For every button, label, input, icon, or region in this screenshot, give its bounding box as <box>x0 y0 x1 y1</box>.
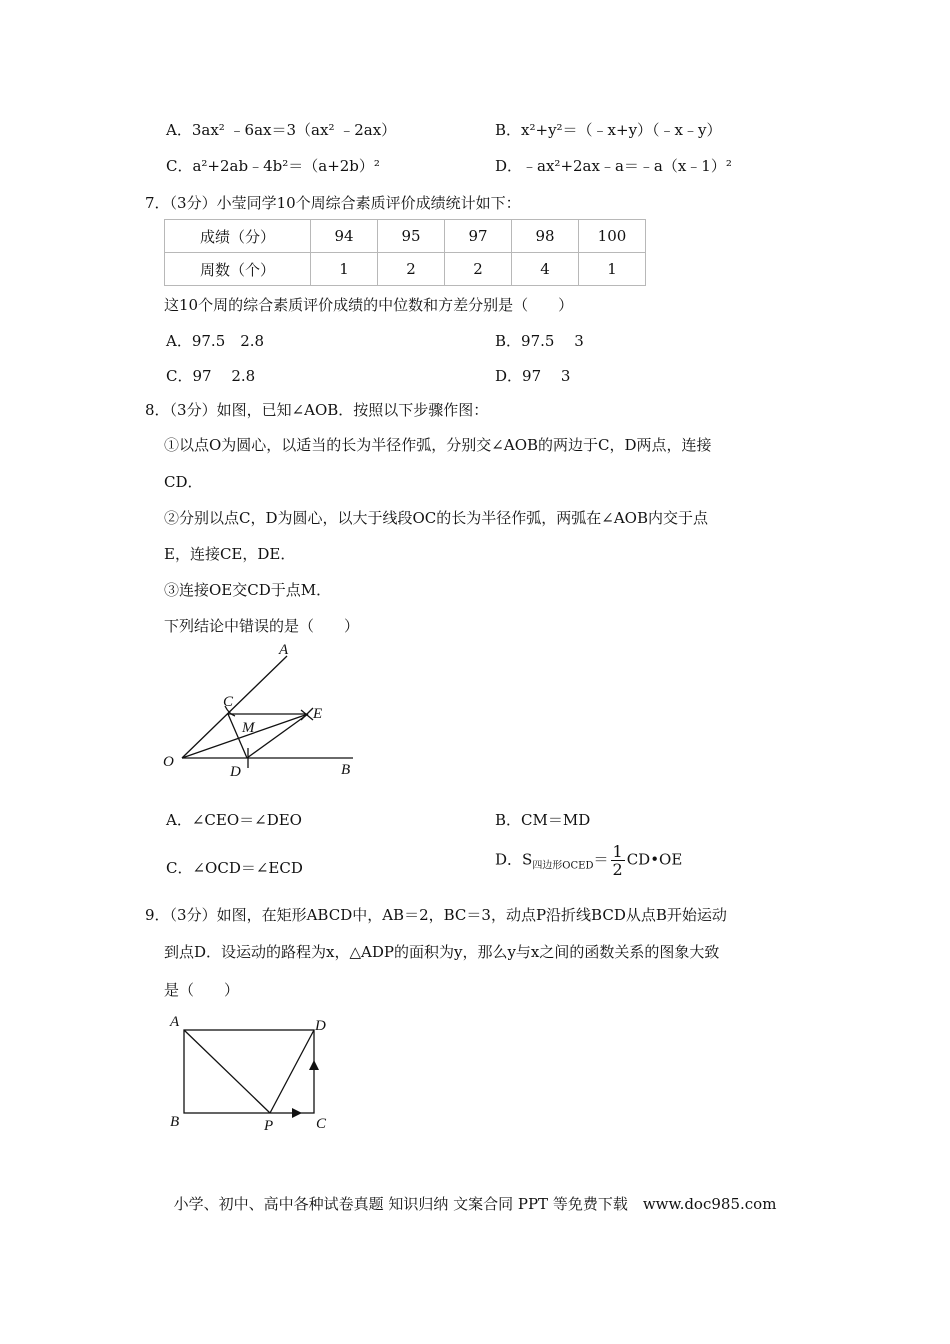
q8-option-d <box>495 843 682 878</box>
q8-step1-line2: CD． <box>164 473 203 491</box>
q9-label-p: P <box>264 1118 274 1134</box>
q8-question: 下列结论中错误的是（ ） <box>164 617 360 635</box>
q7-option-d: D．97 3 <box>495 367 571 385</box>
fraction-numerator: 1 <box>612 842 623 861</box>
q8-option-d-fraction <box>611 843 625 878</box>
q9-label-b: B <box>170 1114 180 1130</box>
q9-label-c: C <box>316 1116 327 1132</box>
table-cell: 100 <box>579 220 646 253</box>
q8-label-o: O <box>163 754 174 770</box>
q8-option-b: B．CM＝MD <box>495 811 591 829</box>
q9-line1: 9．（3分）如图，在矩形ABCD中，AB＝2，BC＝3，动点P沿折线BCD从点B开始运动 <box>145 906 727 924</box>
q9-label-d: D <box>315 1018 326 1034</box>
q7-question: 这10个周的综合素质评价成绩的中位数和方差分别是（ ） <box>164 296 574 314</box>
table-cell: 4 <box>512 253 579 286</box>
q8-option-d-eq: ＝ <box>593 850 609 869</box>
table-cell: 94 <box>311 220 378 253</box>
q8-label-e: E <box>313 706 323 722</box>
q8-step2-line1: ②分别以点C，D为圆心，以大于线段OC的长为半径作弧，两弧在∠AOB内交于点 <box>164 509 709 527</box>
fraction-denominator: 2 <box>612 860 623 879</box>
q8-option-d-prefix: D．S <box>495 850 533 869</box>
q9-rectangle-figure <box>160 1008 340 1138</box>
q8-label-d: D <box>230 764 241 780</box>
q8-label-m: M <box>242 720 255 736</box>
table-cell: 2 <box>445 253 512 286</box>
q9-line3: 是（ ） <box>164 981 240 999</box>
q8-label-a: A <box>279 642 289 658</box>
table-cell: 2 <box>378 253 445 286</box>
q7-option-a: A．97.5 2.8 <box>166 332 265 350</box>
table-cell: 周数（个） <box>165 253 311 286</box>
q8-option-c: C．∠OCD＝∠ECD <box>166 859 303 877</box>
table-cell: 1 <box>579 253 646 286</box>
table-cell: 95 <box>378 220 445 253</box>
q8-option-a: A．∠CEO＝∠DEO <box>166 811 302 829</box>
q6-option-d: D．﹣ax²+2ax﹣a＝﹣a（x﹣1）² <box>495 157 732 175</box>
q8-stem: 8．（3分）如图，已知∠AOB．按照以下步骤作图： <box>145 401 489 419</box>
q8-option-d-tail: CD•OE <box>626 850 683 869</box>
page-footer: 小学、初中、高中各种试卷真题 知识归纳 文案合同 PPT 等免费下载 www.doc985.com <box>173 1195 777 1213</box>
q9-line2: 到点D．设运动的路程为x，△ADP的面积为y，那么y与x之间的函数关系的图象大致 <box>164 943 720 961</box>
table-row <box>165 253 646 286</box>
table-row <box>165 220 646 253</box>
table-cell: 97 <box>445 220 512 253</box>
table-cell: 1 <box>311 253 378 286</box>
q8-label-b: B <box>341 762 351 778</box>
q6-option-b: B．x²+y²＝（﹣x+y）（﹣x﹣y） <box>495 121 722 139</box>
q8-step1-line1: ①以点O为圆心，以适当的长为半径作弧，分别交∠AOB的两边于C，D两点，连接 <box>164 436 712 454</box>
q7-score-table <box>164 219 646 286</box>
q8-label-c: C <box>223 694 234 710</box>
table-cell: 98 <box>512 220 579 253</box>
q8-step3: ③连接OE交CD于点M． <box>164 581 332 599</box>
q7-option-b: B．97.5 3 <box>495 332 584 350</box>
table-cell: 成绩（分） <box>165 220 311 253</box>
q8-angle-figure <box>155 640 370 785</box>
q7-stem: 7．（3分）小莹同学10个周综合素质评价成绩统计如下： <box>145 194 521 212</box>
q7-option-c: C．97 2.8 <box>166 367 256 385</box>
q9-label-a: A <box>170 1014 180 1030</box>
q6-option-c: C．a²+2ab﹣4b²＝（a+2b）² <box>166 157 380 175</box>
q8-step2-line2: E，连接CE，DE． <box>164 545 296 563</box>
q6-option-a: A．3ax² ﹣6ax＝3（ax² ﹣2ax） <box>166 121 397 139</box>
q8-option-d-sub: 四边形OCED <box>532 860 594 872</box>
